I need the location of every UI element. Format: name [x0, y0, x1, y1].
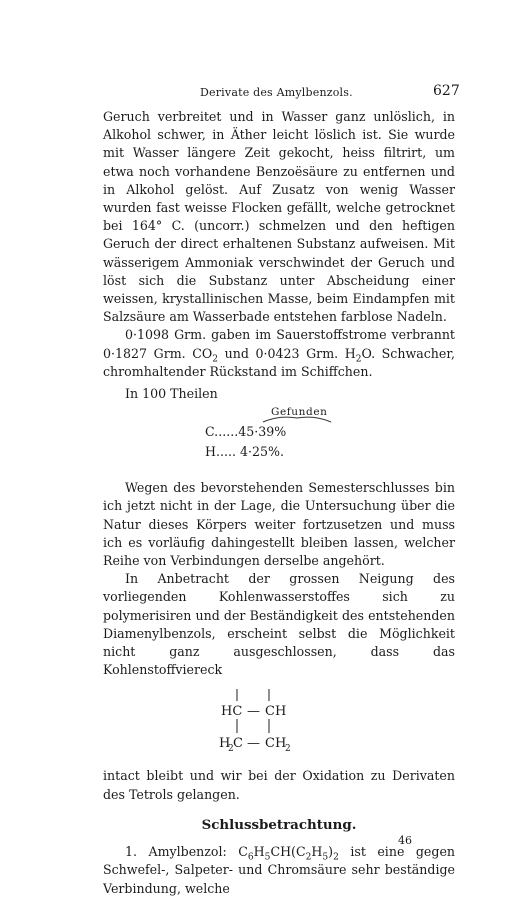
result-hydrogen: H..... 4·25%.: [205, 444, 285, 460]
paragraph-7: 1. Amylbenzol: $C_6H_5CH(C_2H_5)_2$ ist eine gegen Schwefel-, Salpeter- und Chromsäure sehr beständige Verbindung, welche: [103, 844, 456, 896]
paragraph-3: In 100 Theilen: [125, 386, 218, 402]
formula-diagram: [193, 685, 333, 765]
formula-bottom-dash: —: [247, 736, 260, 752]
formula-top-right: CH: [265, 704, 287, 720]
signature-mark: 46: [398, 834, 412, 847]
formula-bottom-right: CH: [265, 736, 287, 752]
result-carbon: C......45·39%: [205, 424, 287, 440]
section-title: Schlussbetrachtung.: [201, 816, 357, 833]
formula-bottom-left-h: H: [219, 736, 231, 752]
paragraph-5: In Anbetracht der grossen Neigung des vorliegenden Kohlenwasserstoffes sich zu polymerisiren und der Beständigkeit des entstehenden Diamenylbenzols, erscheint selbst die Möglichkeit nicht ganz ausgeschlossen, dass das Kohlenstoffviereck: [103, 571, 455, 678]
paragraph-6: intact bleibt und wir bei der Oxidation zu Derivaten des Tetrols gelangen.: [103, 768, 455, 802]
results-heading: Gefunden: [271, 406, 328, 419]
body-text: [103, 108, 455, 898]
paragraph-4: Wegen des bevorstehenden Semesterschlusses bin ich jetzt nicht in der Lage, die Untersuchung über die Natur dieses Körpers weiter fortzusetzen und muss ich es vorläufig dahingestellt bleiben lassen, welcher Reihe von Verbindungen derselbe angehört.: [103, 480, 455, 569]
results-table: [103, 403, 455, 479]
paragraph-1: Geruch verbreitet und in Wasser ganz unlöslich, in Alkohol schwer, in Äther leicht löslich ist. Sie wurde mit Wasser längere Zeit gekocht, heiss filtrirt, um etwa noch vorhandene Benzoësäure zu entfernen und in Alkohol gelöst. Auf Zusatz von wenig Wasser wurden fast weisse Flocken gefällt, welche getrocknet bei 164° C. (uncorr.) schmelzen und den heftigen Geruch der direct erhaltenen Substanz aufweisen. Mit wässerigem Ammoniak verschwindet der Geruch und löst sich die Substanz unter Abscheidung einer weissen, krystallinischen Masse, beim Eindampfen mit Salzsäure am Wasserbade entstehen farblose Nadeln.: [103, 109, 455, 325]
running-title: Derivate des Amylbenzols.: [200, 86, 353, 99]
page-number: 627: [433, 83, 460, 99]
formula-bottom-left-c: C: [233, 736, 243, 752]
paragraph-2-analysis: 0·1098 Grm. gaben im Sauerstoffstrome verbrannt 0·1827 Grm. $CO_2$ und 0·0423 Grm. $H_2O$. Schwacher, chromhaltender Rückstand im Schiffchen.: [103, 327, 456, 379]
formula-top-left: HC: [221, 704, 243, 720]
formula-top-dash: —: [247, 704, 260, 720]
formula-bottom-right-sub: 2: [285, 744, 291, 755]
structural-formula: [103, 679, 455, 767]
formula-bottom-left-sub: 2: [228, 744, 234, 755]
